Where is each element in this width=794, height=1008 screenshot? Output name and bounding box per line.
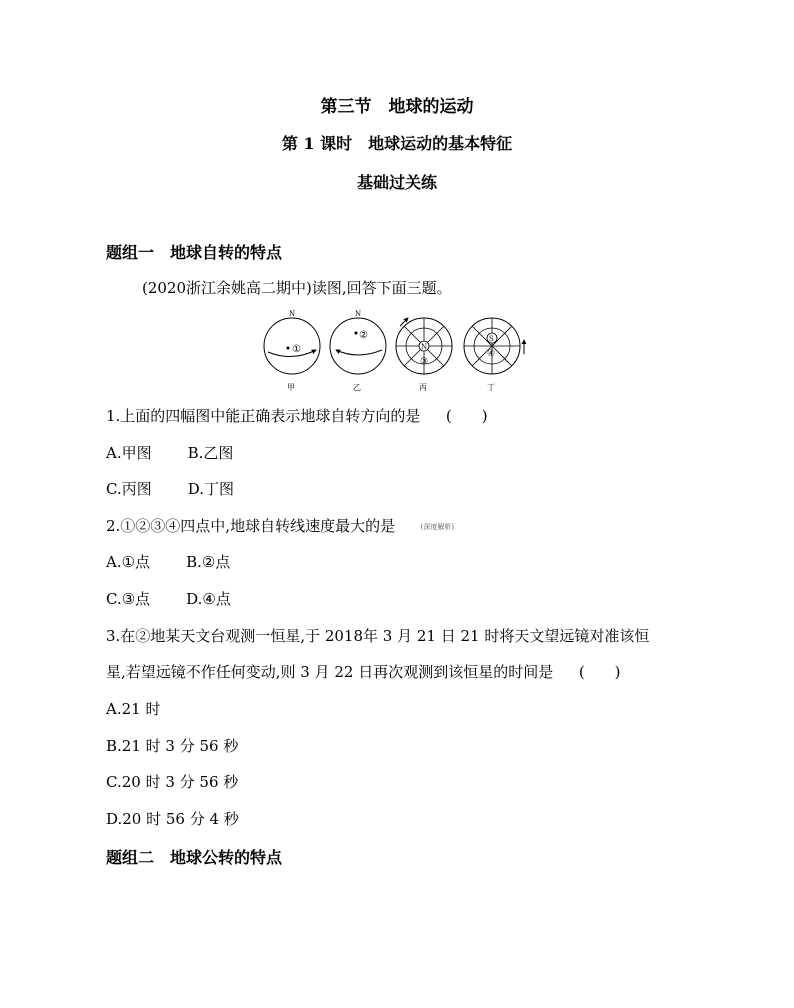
q1-option-d: D.丁图 [187, 480, 234, 498]
yi-north-label: N [355, 310, 362, 318]
q1-option-a: A.甲图 [106, 444, 152, 462]
diagram-ding [464, 318, 524, 392]
question-3-line2 [106, 661, 621, 682]
q2-option-c: C.③点 [106, 590, 151, 608]
question-2-options-row1 [106, 551, 230, 572]
jia-north-label: N [289, 310, 296, 318]
q3-option-a: A.21 时 [106, 700, 161, 718]
rotation-figure [258, 308, 538, 392]
label-jia: 甲 [287, 383, 295, 392]
marker-2: ② [359, 330, 368, 341]
diagram-bing [396, 318, 452, 392]
intro-text: (2020浙江余姚高二期中)读图,回答下面三题。 [142, 279, 452, 297]
label-ding: 丁 [487, 383, 495, 392]
q2-option-b: B.②点 [186, 553, 231, 571]
diagram-yi [330, 310, 386, 392]
question-3-line1: 3.在②地某天文台观测一恒星,于 2018年 3 月 21 日 21 时将天文望远镜对准该恒 [106, 627, 650, 645]
label-yi: 乙 [353, 383, 361, 392]
bing-north-label: N [421, 343, 428, 351]
question-2 [106, 515, 454, 536]
group2-heading: 题组二 地球公转的特点 [106, 848, 283, 867]
q3-option-b: B.21 时 3 分 56 秒 [106, 737, 239, 755]
ding-south-label: S [489, 335, 494, 343]
question-1-bracket: ( ) [445, 407, 488, 425]
marker-1: ① [292, 344, 301, 355]
lesson-subtitle: 第 1 课时 地球运动的基本特征 [281, 134, 513, 153]
question-1 [106, 405, 488, 426]
marker-3: ③ [420, 357, 429, 367]
group1-heading: 题组一 地球自转的特点 [106, 243, 283, 262]
question-1-stem: 1.上面的四幅图中能正确表示地球自转方向的是 [106, 407, 421, 425]
q1-option-b: B.乙图 [187, 444, 234, 462]
question-1-options-row2 [106, 478, 234, 499]
question-2-options-row2 [106, 588, 231, 609]
question-3-bracket: ( ) [578, 663, 621, 681]
section-label: 基础过关练 [356, 173, 437, 192]
label-bing: 丙 [419, 383, 427, 392]
q2-option-d: D.④点 [186, 590, 231, 608]
question-3-stem-end: 星,若望远镜不作任何变动,则 3 月 22 日再次观测到该恒星的时间是 [106, 663, 554, 681]
page-title: 第三节 地球的运动 [320, 97, 474, 117]
q3-option-d: D.20 时 56 分 4 秒 [106, 810, 239, 828]
marker-4: ④ [487, 349, 496, 359]
diagram-jia [264, 310, 320, 392]
question-1-options-row1 [106, 442, 233, 463]
question-2-note: (深度解析) [420, 523, 455, 531]
q2-option-a: A.①点 [106, 553, 151, 571]
question-2-stem: 2.①②③④四点中,地球自转线速度最大的是 [106, 517, 396, 535]
q1-option-c: C.丙图 [106, 480, 152, 498]
q3-option-c: C.20 时 3 分 56 秒 [106, 773, 239, 791]
